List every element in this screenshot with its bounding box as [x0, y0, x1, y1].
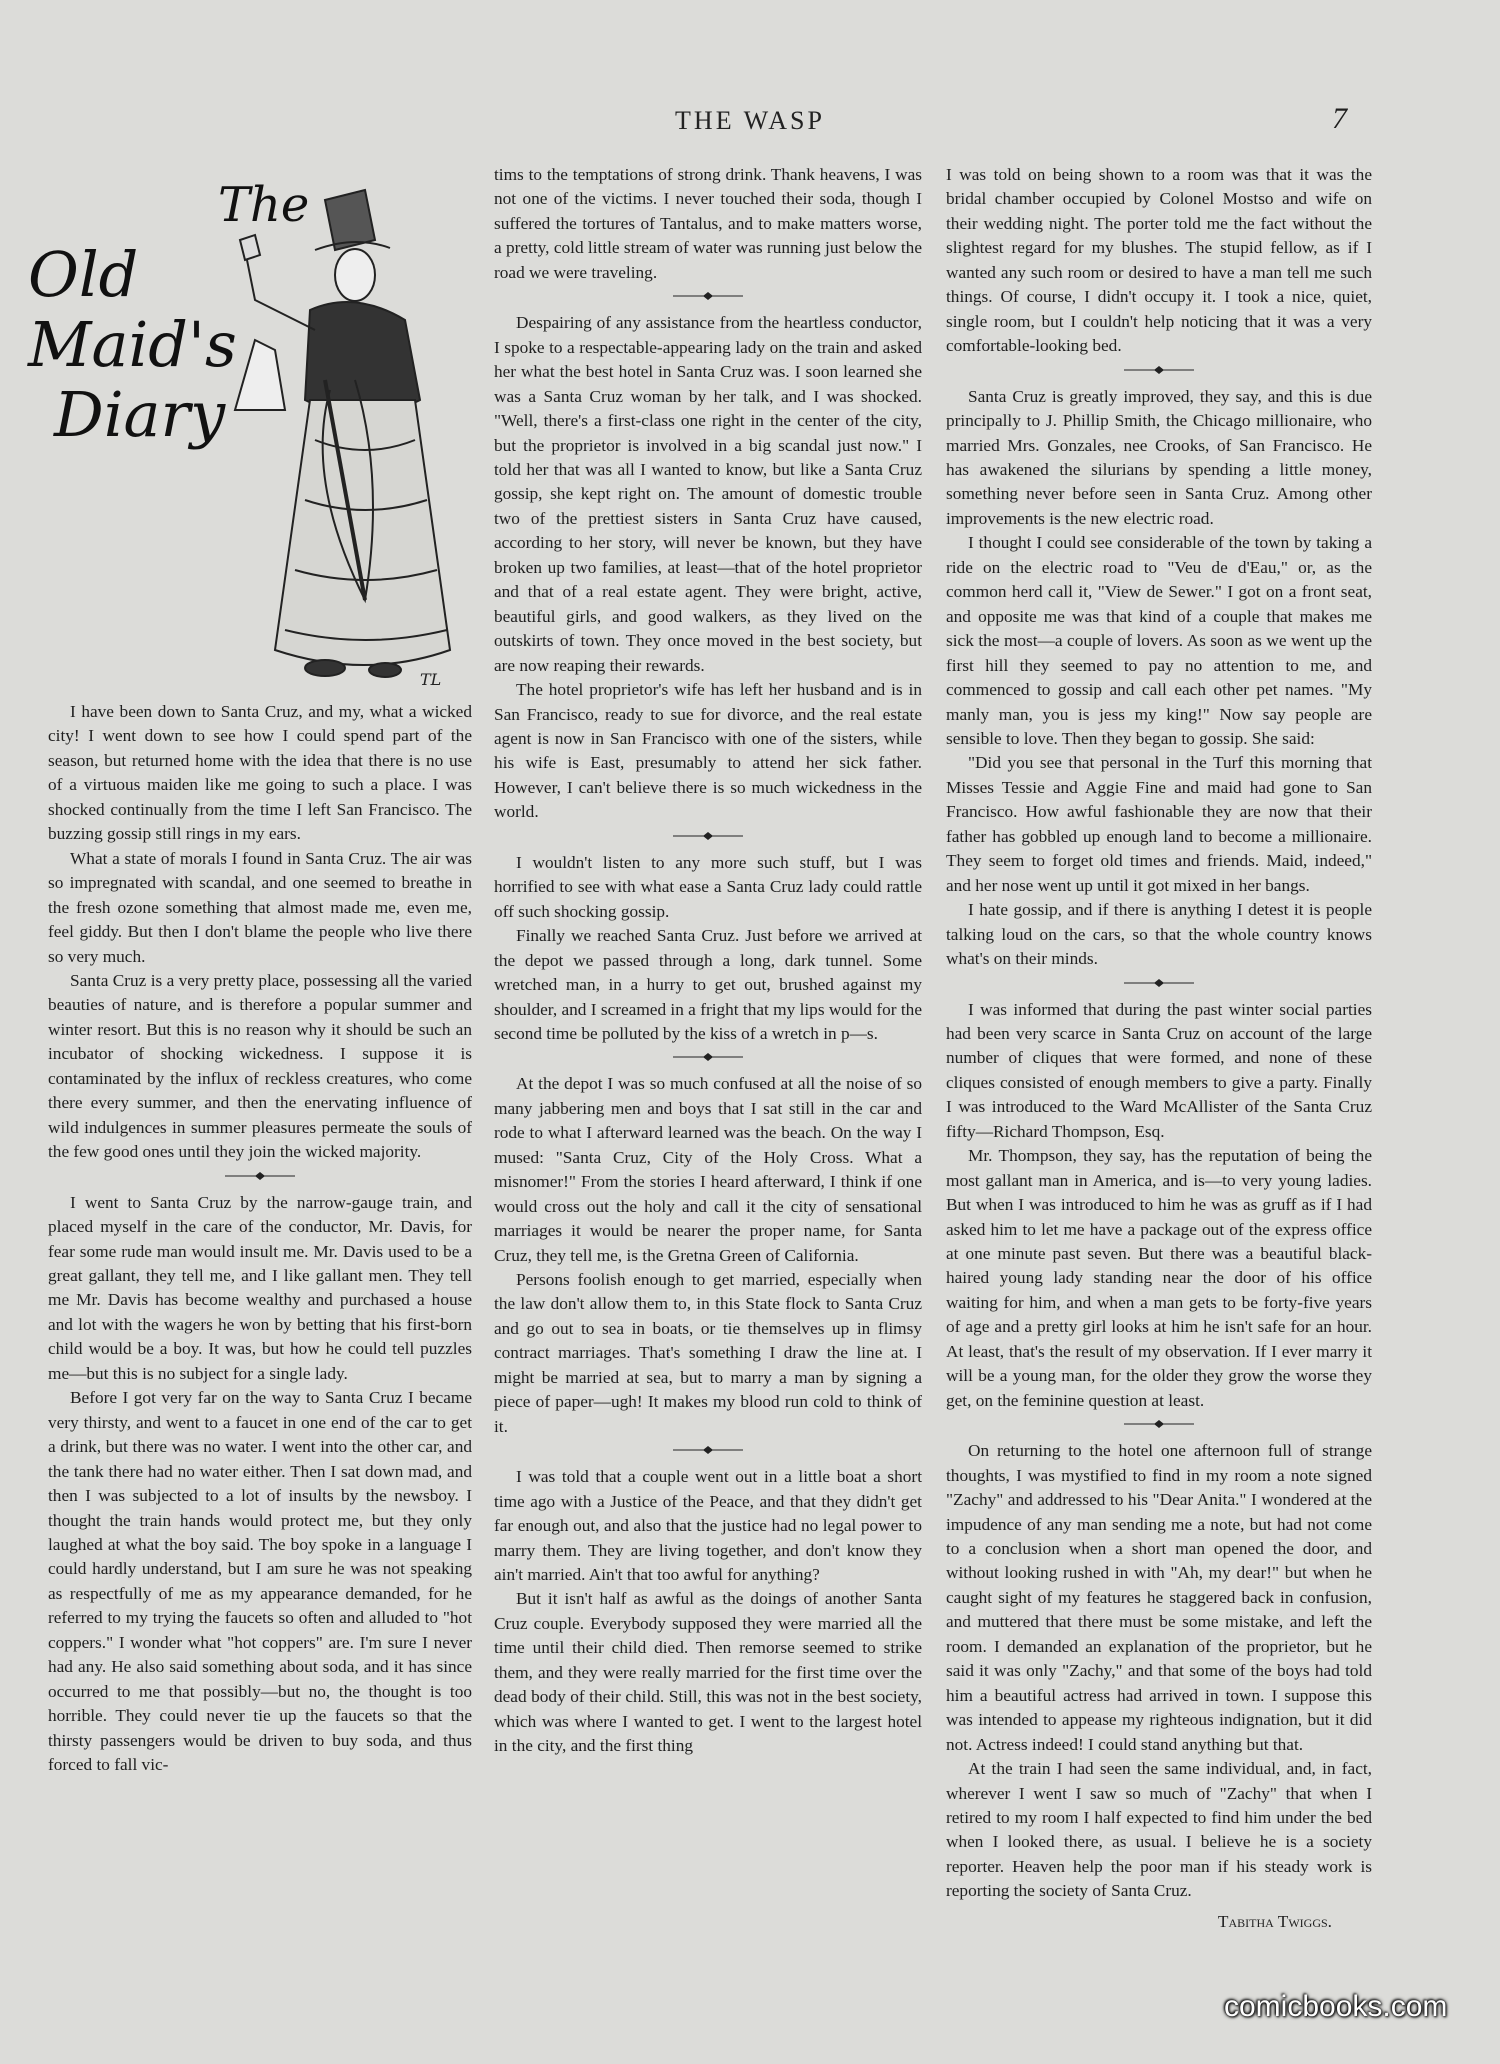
paragraph: Before I got very far on the way to Santa Cruz I became very thirsty, and went to a faucet in one end of the car to get a drink, but there was no water. I went into the other car, and the tank there had no water either. Then I sat down mad, and then I was subjected to a lot of insults by the newsboy. I thought the train hands would protect me, but they only laughed at what the boy said. The boy spoke in a language I could hardly understand, but I am sure he was not speaking as respectfully of me as my appearance demanded, for he referred to my trying the faucets so often and alluded to "hot coppers." I wonder what "hot coppers" are. I'm sure I never had any. He also said something about soda, and it has since occurred to me that possibly—but no, the thought is too horrible. They could never tie up the faucets so that the thirsty passengers would be driven to buy soda, and thus forced to fall vic-	[48, 1388, 472, 1775]
paragraph: I hate gossip, and if there is anything I detest it is people talking loud on the cars, so that the whole country knows what's on their minds.	[946, 900, 1372, 969]
column-left	[48, 700, 472, 2000]
paragraph: I thought I could see considerable of the town by taking a ride on the electric road to "Veu de d'Eau," or, as the common herd call it, "View de Sewer." I got on a front seat, and opposite me was that kind of a couple that makes me sick the most—a couple of lovers. As soon as we went up the first hill they seemed to pay no attention to me, and commenced to gossip and call each other pet names. "My manly man, you is jess my king!" Now say people are sensible to love. Then they began to gossip. She said:	[946, 533, 1372, 748]
section-divider	[494, 289, 922, 303]
section-divider	[946, 1417, 1372, 1431]
paragraph: Santa Cruz is a very pretty place, possessing all the varied beauties of nature, and is therefore a popular summer and winter resort. But this is no reason why it should be such an incubator of shocking wickedness. I suppose it is contaminated by the influx of reckless creatures, who come there every summer, and then the enervating influence of wild indulgences in summer pleasures permeate the souls of the few good ones until they join the wicked majority.	[48, 970, 472, 1162]
paragraph: At the train I had seen the same individual, and, in fact, wherever I went I saw so much of "Zachy" that when I retired to my room I half expected to find him under the bed when I looked there, as usual. I believe he is a society reporter. Heaven help the poor man if his steady work is reporting the society of Santa Cruz.	[946, 1759, 1372, 1901]
paragraph: I wouldn't listen to any more such stuff, but I was horrified to see with what ease a Santa Cruz lady could rattle off such shocking gossip.	[494, 852, 922, 921]
masthead-title: THE WASP	[675, 106, 825, 135]
title-line-the: The	[218, 177, 310, 233]
paragraph: I went to Santa Cruz by the narrow-gauge train, and placed myself in the care of the conductor, Mr. Davis, for fear some rude man would insult me. Mr. Davis used to be a great gallant, they tell me, and I like gallant men. They tell me Mr. Davis has become wealthy and purchased a house and lot with the wagers he won by betting that his first-born child would be a boy. It was, but how he could tell puzzles me—but this is no subject for a single lady.	[48, 1192, 472, 1383]
paragraph: I was informed that during the past winter social parties had been very scarce in Santa Cruz on account of the large number of cliques that were formed, and none of these cliques consisted of enough members to give a party. Finally I was introduced to the Ward McAllister of the Santa Cruz fifty—Richard Thompson, Esq.	[946, 999, 1372, 1141]
illustrator-mark: TL	[420, 670, 442, 689]
section-divider	[48, 1169, 472, 1183]
paragraph: "Did you see that personal in the Turf this morning that Misses Tessie and Aggie Fine and maid had gone to San Francisco. How awful fashionable they are now that their father has gobbled up enough land to become a millionaire. They seem to forget old times and friends. Maid, indeed," and her nose went up until it got mixed in her bangs.	[946, 753, 1372, 895]
paragraph: Mr. Thompson, they say, has the reputation of being the most gallant man in America, and is—to very young ladies. But when I was introduced to him he was as gruff as if I had asked him to let me have a package out of the express office at one minute past seven. But there was a beautiful black-haired young lady standing near the door of his office waiting for him, and when a man gets to be forty-five years of age and a pretty girl looks at him he isn't safe for an hour. At least, that's the result of my observation. If I ever marry it will be a young man, for the older they grow the worse they get, on the feminine question at least.	[946, 1146, 1372, 1410]
paragraph: But it isn't half as awful as the doings of another Santa Cruz couple. Everybody supposed they were married all the time until their child died. Then remorse seemed to strike them, and they were really married for the first time over the dead body of their child. Still, this was not in the best society, which was where I wanted to get. I went to the largest hotel in the city, and the first thing	[494, 1589, 922, 1756]
title-line-old-maids: Old Maid's	[28, 238, 237, 381]
title-line-diary: Diary	[54, 378, 226, 451]
paragraph: I have been down to Santa Cruz, and my, what a wicked city! I went down to see how I could spend part of the season, but returned home with the idea that there is no use of a virtuous maiden like me going to such a place. I was shocked continually from the time I left San Francisco. The buzzing gossip still rings in my ears.	[48, 702, 472, 844]
paragraph: Finally we reached Santa Cruz. Just before we arrived at the depot we passed through a long, dark tunnel. Some wretched man, in a hurry to get out, brushed against my shoulder, and I screamed in a fright that my lips would for the second time be polluted by the kiss of a wretch in p—s.	[494, 926, 922, 1043]
paragraph: I was told that a couple went out in a little boat a short time ago with a Justice of the Peace, and that they didn't get far enough out, and also that the justice had no legal power to marry them. They are living together, and don't know they ain't married. Ain't that too awful for anything?	[494, 1467, 922, 1585]
column-middle	[494, 163, 922, 2003]
column-right	[946, 163, 1372, 2003]
section-divider	[946, 976, 1372, 990]
paragraph: Santa Cruz is greatly improved, they say, and this is due principally to J. Phillip Smith, the Chicago millionaire, who married Mrs. Gonzales, nee Crooks, of San Francisco. He has awakened the silurians by spending a little money, something never before seen in Santa Cruz. Among other improvements is the new electric road.	[946, 386, 1372, 528]
site-watermark: comicbooks.com	[1224, 1990, 1448, 2023]
author-signature: Tabitha Twiggs.	[1217, 1911, 1332, 1931]
paragraph: Despairing of any assistance from the heartless conductor, I spoke to a respectable-appearing lady on the train and asked her what the best hotel in Santa Cruz was. I soon learned she was a Santa Cruz woman by her talk, and I was shocked. "Well, there's a first-class one right in the center of the city, but the proprietor is involved in a big scandal just now." I told her that was all I wanted to know, but like a Santa Cruz gossip, she kept right on. The amount of domestic trouble two of the prettiest sisters in Santa Cruz have caused, according to her story, will never be known, but they have broken up two families, at least—that of the hotel proprietor and that of a real estate agent. They were bright, active, beautiful girls, and good walkers, as they lived on the outskirts of town. They once moved in the best society, but are now reaping their rewards.	[494, 313, 922, 675]
section-divider	[494, 1443, 922, 1457]
old-maid-illustration	[215, 180, 460, 700]
section-divider	[494, 829, 922, 843]
paragraph: I was told on being shown to a room was that it was the bridal chamber occupied by Colonel Mostso and wife on their wedding night. The porter told me the fact without the slightest regard for my blushes. The stupid fellow, as if I wanted any such room or desired to have a man tell me such things. Of course, I didn't occupy it. I took a nice, quiet, single room, but I couldn't help noticing that it was a very comfortable-looking bed.	[946, 165, 1372, 356]
paragraph: tims to the temptations of strong drink. Thank heavens, I was not one of the victims. I never touched their soda, though I suffered the tortures of Tantalus, and to make matters worse, a pretty, cold little stream of water was running just below the road we were traveling.	[494, 165, 922, 282]
paragraph: On returning to the hotel one afternoon full of strange thoughts, I was mystified to find in my room a note signed "Zachy" and addressed to his "Dear Anita." I wondered at the impudence of any man sending me a note, but had not come to a conclusion when a short man opened the door, and without looking rushed in with "Ah, my dear!" but when he caught sight of my features he staggered back in confusion, and muttered that there must be some mistake, and left the room. I demanded an explanation of the proprietor, but he said it was only "Zachy," and that some of the boys had told him a beautiful actress had arrived in town. I suppose this was intended to appease my righteous indignation, but it did not. Actress indeed! I could stand anything but that.	[946, 1441, 1372, 1754]
paragraph: What a state of morals I found in Santa Cruz. The air was so impregnated with scandal, and one seemed to breathe in the fresh ozone something that almost made me, even me, feel giddy. But then I don't blame the people who live there so very much.	[48, 848, 472, 966]
paragraph: The hotel proprietor's wife has left her husband and is in San Francisco, ready to sue for divorce, and the real estate agent is now in San Francisco with one of the sisters, while his wife is East, presumably to attend her sick father. However, I can't believe there is so much wickedness in the world.	[494, 680, 922, 822]
paragraph: Persons foolish enough to get married, especially when the law don't allow them to, in this State flock to Santa Cruz and go out to sea in boats, or tie themselves up in flimsy contract marriages. That's something I draw the line at. I might be married at sea, but to marry a man by signing a piece of paper—ugh! It makes my blood run cold to think of it.	[494, 1270, 922, 1436]
section-divider	[946, 363, 1372, 377]
paragraph: At the depot I was so much confused at all the noise of so many jabbering men and boys that I sat still in the car and rode to what I afterward learned was the beach. On the way I mused: "Santa Cruz, City of the Holy Cross. What a misnomer!" From the stories I heard afterward, I think if one would cross out the holy and call it the city of sensational marriages it would be nearer the proper name, for Santa Cruz, they tell me, is the Gretna Green of California.	[494, 1074, 922, 1265]
section-divider	[494, 1050, 922, 1064]
page-number: 7	[1332, 102, 1347, 135]
